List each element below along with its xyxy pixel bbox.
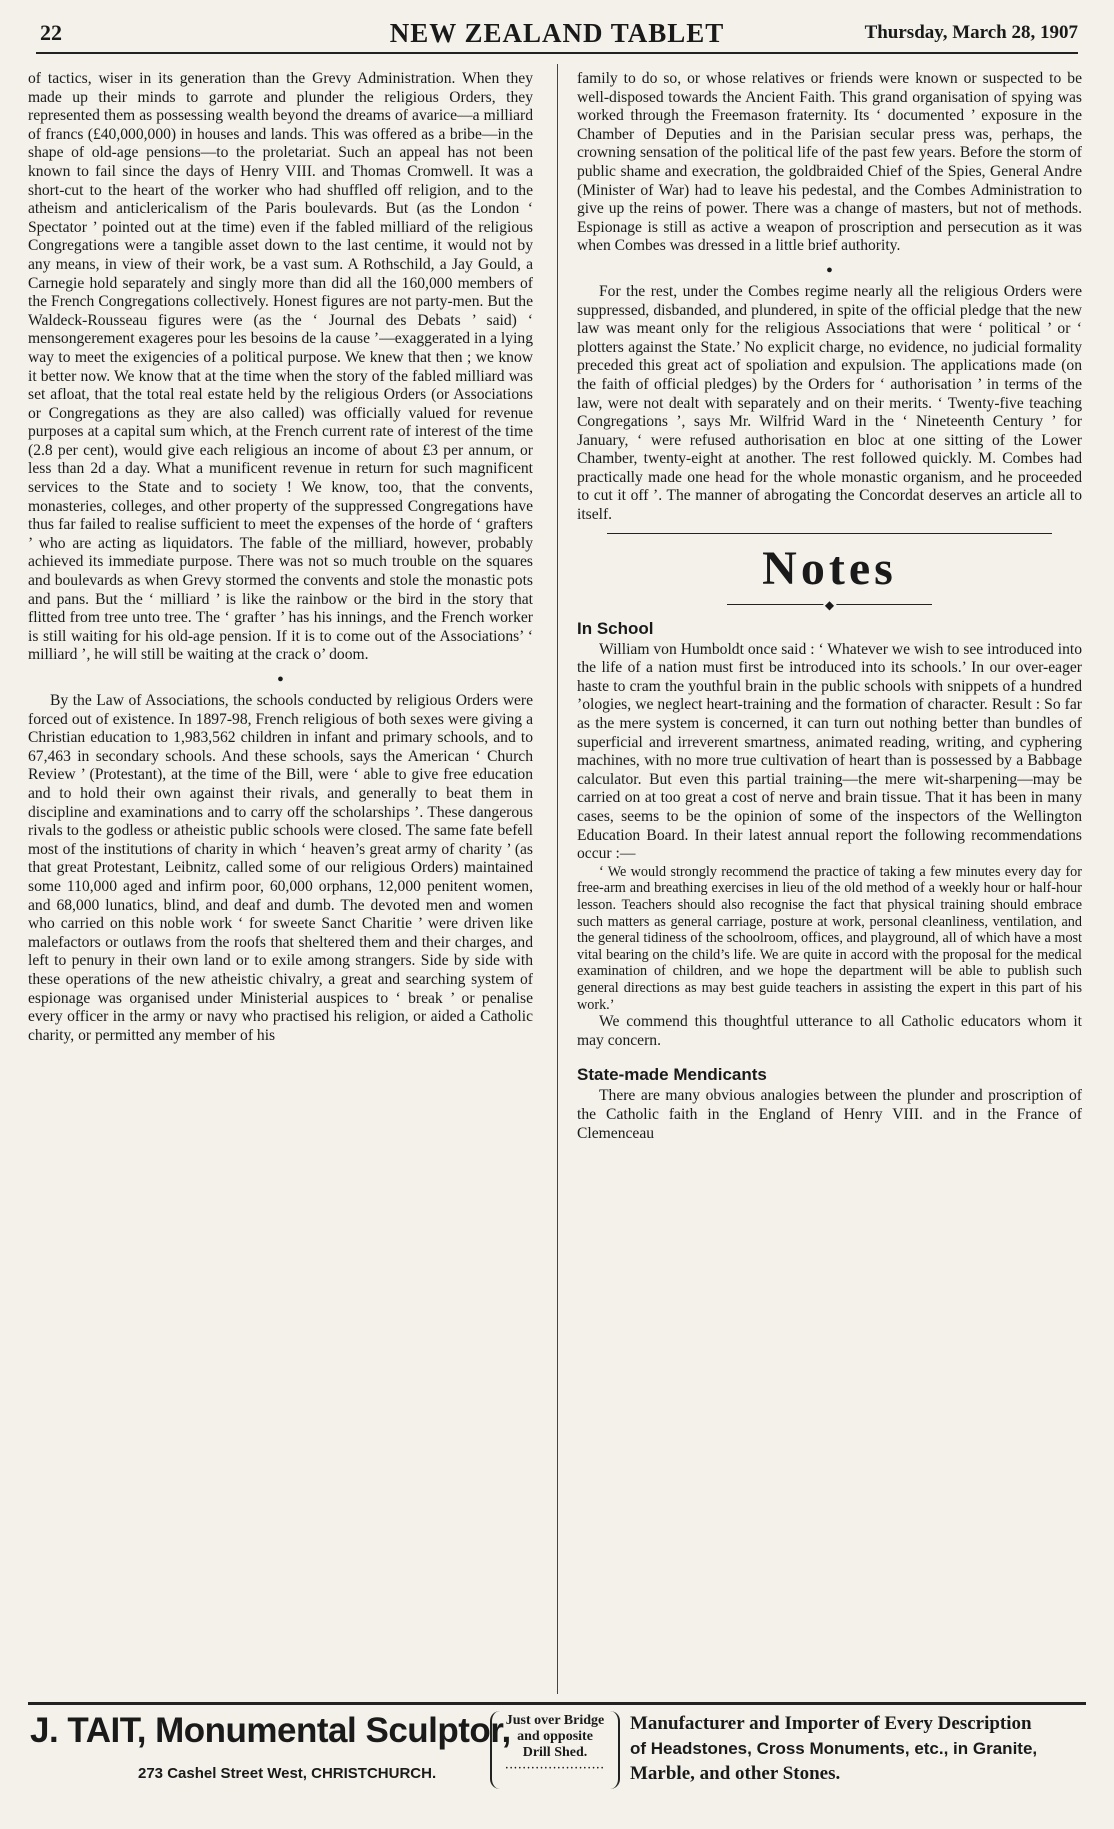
diamond-ornament-icon: ◆ bbox=[824, 597, 835, 612]
in-school-paragraph: William von Humboldt once said : ‘ Whatever we wish to see introduced into the life of a nation must first be introduced into its schools.’ In our over-eager haste to cram the youthful brain in the public schools with snippets of a hundred ’ologies, we neglect heart-training and the formation of character. Result : So far as the mere system is concerned, it can turn out nothing better than bundles of superficial and irreverent smartness, animated reading, writing, and cyphering machines, with no more true cultivation of heart than is possessed by a Babbage calculator. But even this partial training—the mere wit-sharpening—may be carried on at too great a cost of nerve and brain tissue. That it has been in many cases, seems to be the opinion of some of the inspectors of the Wellington Education Board. In their latest annual report the following recommendations occur :— bbox=[577, 640, 1082, 863]
column-divider bbox=[557, 64, 558, 1694]
section-bullet: ● bbox=[826, 263, 833, 276]
bracket-line: Drill Shed. bbox=[522, 1745, 588, 1760]
bracket-dots: ······················· bbox=[505, 1763, 605, 1774]
article-paragraph: For the rest, under the Combes regime nearly all the religious Orders were suppressed, disbanded, and plundered, in spite of the official pledge that the new law was meant only for the religious Associations that were ‘ political ’ or ‘ plotters against the State.’ No explicit charge, no evidence, no judicial formality preceded this great act of spoliation and expulsion. The applications made (on the faith of official pledges) by the Orders for ‘ authorisation ’ in terms of the law, were not dealt with separately and on their merits. ‘ Twenty-five teaching Congregations ’, says Mr. Wilfrid Ward in the ‘ Nineteenth Century ’ for January, ‘ were refused authorisation en bloc at one sitting of the Lower Chamber, twenty-eight at another. The rest followed quickly. M. Combes had practically made one head for the whole monastic organism, and he proceeded to cut it off ’. The manner of abrogating the Concordat deserves an article all to itself. bbox=[577, 282, 1082, 524]
article-paragraph: family to do so, or whose relatives or friends were known or suspected to be well-disposed towards the Ancient Faith. This grand organisation of spying was worked through the Freemason fraternity. Its ‘ documented ’ exposure in the Chamber of Deputies and in the Parisian secular press was, perhaps, the crowning sensation of the political life of the past few years. Before the storm of public shame and execration, the goldbraided Chief of the Spies, General Andre (Minister of War) had to leave his pedestal, and the Combes Administration to give up the reins of power. There was a change of masters, but not of methods. Espionage is still as active a weapon of proscription and persecution as it was when Combes was dressed in a little brief authority. bbox=[577, 70, 1082, 255]
advertiser-services bbox=[630, 1711, 1037, 1786]
article-paragraph: of tactics, wiser in its generation than the Grevy Administration. When they made up their minds to garrote and plunder the religious Orders, they represented them as possessing wealth beyond the dreams of avarice—a milliard of francs (£40,000,000) in houses and lands. This was offered as a bribe—in the shape of old-age pensions—to the proletariat. Such an appeal has not been known to fail since the days of Henry VIII. and Thomas Cromwell. It was a short-cut to the heart of the worker who had shuffled off religion, and to the atheism and anticlericalism of the Paris boulevards. But (as the London ‘ Spectator ’ pointed out at the time) even if the fabled milliard of the religious Congregations were a tangible asset down to the last centime, it would not by any means, in view of their work, be a vast sum. A Rothschild, a Jay Gould, a Carnegie hold separately and singly more than did all the 160,000 members of the French Congregations collectively. Honest figures are not party-men. But the Waldeck-Rousseau figures were (as the ‘ Journal des Debats ’ said) ‘ mensongerement exageres pour les besoins de la cause ’—exaggerated in a lying way to meet the exigencies of a political purpose. We knew that then ; we know it better now. We know that at the time when the story of the fabled milliard was set afloat, that the total real estate held by the religious Orders (or Associations or Congregations as they are also called) was officially valued for revenue purposes at a capital sum which, at the French current rate of interest of the time (2.8 per cent), would give each religious an income of about £3 per annum, or less than 2d a day. What a munificent revenue in return for such magnificent services to the State and to society ! We know, too, that the convents, monasteries, colleges, and other property of the suppressed Congregations have thus far failed to realise sufficient to meet the expenses of the horde of ‘ grafters ’ who are acting as liquidators. The fable of the milliard, however, probably achieved its immediate purpose. There was not so much trouble on the squares and boulevards as when Grevy stormed the convents and stole the monastic pots and pans. But the ‘ milliard ’ is like the rainbow or the bird in the story that flitted from tree unto tree. The ‘ grafter ’ has his innings, and the French worker is still waiting for his old-age pension. If it is to come out of the Associations’ ‘ milliard ’, he will still be waiting at the crack o’ doom. bbox=[28, 70, 533, 664]
bracket-line: and opposite bbox=[517, 1729, 593, 1744]
notes-heading: Notes bbox=[762, 541, 897, 595]
masthead bbox=[36, 18, 1078, 48]
services-line: of Headstones, Cross Monuments, etc., in Granite, bbox=[630, 1739, 1038, 1758]
right-column bbox=[577, 70, 1082, 1697]
location-bracket bbox=[490, 1711, 620, 1789]
notes-top-rule bbox=[607, 533, 1052, 534]
advertiser-name: J. TAIT, Monumental Sculptor, bbox=[30, 1711, 511, 1750]
in-school-quote: ‘ We would strongly recommend the practice of taking a few minutes every day for free-arm and breathing exercises in lieu of the old method of a weekly hour or half-hour lesson. Teachers should also recognise the fact that physical training should embrace such matters as general carriage, posture at work, personal cleanliness, ventilation, and the general tidiness of the schoolroom, offices, and playground, all of which have a most vital bearing on the child’s life. We are quite in accord with the proposal for the medical examination of children, and we hope the department will be able to publish such general directions as may best guide teachers in assisting the expert in this part of his work.’ bbox=[577, 863, 1082, 1013]
notes-ornament-rule bbox=[577, 598, 1082, 612]
masthead-rule bbox=[36, 52, 1078, 54]
services-line: Marble, and other Stones. bbox=[630, 1763, 841, 1784]
services-line: Manufacturer and Importer of Every Description bbox=[630, 1713, 1032, 1734]
issue-date: Thursday, March 28, 1907 bbox=[864, 22, 1078, 43]
section-bullet: ● bbox=[277, 673, 284, 685]
state-made-paragraph: There are many obvious analogies between the plunder and proscription of the Catholic faith in the England of Henry VIII. and in the France of Clemenceau bbox=[577, 1087, 1082, 1142]
advertiser-address: 273 Cashel Street West, CHRISTCHURCH. bbox=[138, 1765, 437, 1782]
advertisement bbox=[28, 1702, 1086, 1817]
in-school-heading: In School bbox=[577, 618, 654, 638]
left-column bbox=[28, 70, 533, 1697]
newspaper-title: NEW ZEALAND TABLET bbox=[389, 18, 725, 48]
in-school-closing: We commend this thoughtful utterance to all Catholic educators whom it may concern. bbox=[577, 1013, 1082, 1049]
page-number: 22 bbox=[40, 20, 62, 45]
bracket-line: Just over Bridge bbox=[505, 1713, 605, 1728]
state-made-heading: State-made Mendicants bbox=[577, 1065, 767, 1085]
article-paragraph: By the Law of Associations, the schools conducted by religious Orders were forced out of existence. In 1897-98, French religious of both sexes were giving a Christian education to 1,983,562 children in infant and primary schools, and to 67,463 in secondary schools. And these schools, says the American ‘ Church Review ’ (Protestant), at the time of the Bill, were ‘ able to give free education and to hold their own against their rivals, and generally to beat them in discipline and examinations and to carry off the scholarships ’. These dangerous rivals to the godless or atheistic public schools were closed. The same fate befell most of the institutions of charity in which ‘ heaven’s great army of charity ’ (as that great Protestant, Leibnitz, called some of our religious Orders) maintained some 110,000 aged and infirm poor, 60,000 orphans, 12,000 penitent women, and 68,000 lunatics, blind, and deaf and dumb. The devoted men and women who carried on this noble work ‘ for sweete Sanct Charitie ’ were driven like malefactors or outlaws from the roofs that sheltered them and their charges, and left to penury in their own land or to exile among strangers. Side by side with these operations of the new atheistic chivalry, a great and searching system of espionage was organised under Ministerial auspices to ‘ break ’ or penalise every officer in the army or navy who practised his religion, or aided a Catholic charity, or permitted any member of his bbox=[28, 692, 533, 1044]
